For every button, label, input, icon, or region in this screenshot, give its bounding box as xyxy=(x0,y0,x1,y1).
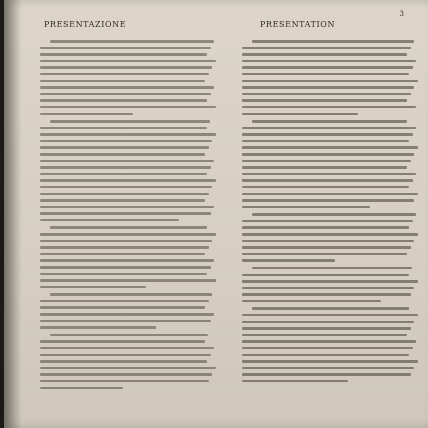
illegible-text-line xyxy=(40,93,211,96)
illegible-text-line xyxy=(242,220,413,223)
illegible-text-line xyxy=(242,53,407,56)
illegible-text-line xyxy=(40,279,216,282)
illegible-text-line xyxy=(40,53,207,56)
illegible-text-line xyxy=(242,373,411,376)
illegible-paragraph xyxy=(40,120,216,221)
illegible-paragraph xyxy=(242,267,418,302)
illegible-text-line xyxy=(242,127,416,130)
illegible-text-line xyxy=(50,226,207,229)
illegible-text-line xyxy=(40,373,212,376)
illegible-text-line xyxy=(40,326,156,329)
illegible-text-line xyxy=(242,199,414,202)
illegible-text-line xyxy=(242,360,418,363)
illegible-text-line xyxy=(40,206,214,209)
illegible-text-line xyxy=(50,40,214,43)
illegible-text-line xyxy=(40,146,209,149)
illegible-text-line xyxy=(40,347,214,350)
illegible-text-line xyxy=(242,80,418,83)
illegible-text-line xyxy=(242,113,358,116)
english-column-heading: PRESENTATION xyxy=(260,20,336,29)
illegible-text-line xyxy=(40,186,212,189)
illegible-text-line xyxy=(40,306,205,309)
italian-text-column xyxy=(40,40,216,422)
illegible-text-line xyxy=(242,274,409,277)
illegible-text-line xyxy=(40,140,212,143)
illegible-text-line xyxy=(242,327,411,330)
illegible-paragraph xyxy=(242,213,418,262)
italian-column-heading: PRESENTAZIONE xyxy=(44,20,127,29)
illegible-text-line xyxy=(242,206,370,209)
illegible-text-line xyxy=(242,146,418,149)
illegible-text-line xyxy=(242,153,414,156)
illegible-text-line xyxy=(40,354,211,357)
illegible-text-line xyxy=(40,233,216,236)
illegible-text-line xyxy=(40,193,209,196)
illegible-text-line xyxy=(242,140,409,143)
illegible-text-line xyxy=(242,253,407,256)
illegible-text-line xyxy=(242,173,416,176)
illegible-text-line xyxy=(242,166,407,169)
illegible-text-line xyxy=(40,179,216,182)
illegible-text-line xyxy=(40,106,216,109)
illegible-text-line xyxy=(242,367,414,370)
illegible-text-line xyxy=(242,160,411,163)
illegible-text-line xyxy=(40,113,133,116)
illegible-text-line xyxy=(40,173,207,176)
illegible-text-line xyxy=(242,93,411,96)
illegible-text-line xyxy=(242,86,414,89)
illegible-text-line xyxy=(242,293,411,296)
illegible-text-line xyxy=(242,287,414,290)
illegible-text-line xyxy=(40,340,205,343)
illegible-text-line xyxy=(40,212,211,215)
illegible-text-line xyxy=(242,73,409,76)
illegible-text-line xyxy=(40,127,207,130)
book-page xyxy=(4,0,428,428)
illegible-text-line xyxy=(242,240,414,243)
illegible-text-line xyxy=(242,99,407,102)
illegible-text-line xyxy=(40,99,207,102)
illegible-paragraph xyxy=(242,307,418,382)
illegible-text-line xyxy=(242,60,416,63)
illegible-text-line xyxy=(242,106,416,109)
illegible-text-line xyxy=(50,334,208,337)
illegible-text-line xyxy=(40,153,205,156)
illegible-text-line xyxy=(242,233,418,236)
illegible-text-line xyxy=(252,40,414,43)
illegible-text-line xyxy=(40,286,146,289)
illegible-text-line xyxy=(242,226,409,229)
illegible-text-line xyxy=(40,133,216,136)
illegible-text-line xyxy=(40,266,211,269)
illegible-paragraph xyxy=(40,40,216,115)
illegible-text-line xyxy=(242,321,414,324)
illegible-text-line xyxy=(40,86,214,89)
illegible-paragraph xyxy=(242,120,418,208)
illegible-text-line xyxy=(242,347,413,350)
illegible-paragraph xyxy=(40,293,216,328)
illegible-text-line xyxy=(242,340,416,343)
illegible-text-line xyxy=(242,380,348,383)
english-text-column xyxy=(242,40,418,422)
illegible-paragraph xyxy=(242,40,418,115)
illegible-text-line xyxy=(40,66,212,69)
illegible-text-line xyxy=(242,354,409,357)
illegible-text-line xyxy=(40,60,216,63)
illegible-text-line xyxy=(40,380,209,383)
illegible-text-line xyxy=(40,313,214,316)
illegible-text-line xyxy=(40,300,209,303)
illegible-text-line xyxy=(242,300,381,303)
illegible-text-line xyxy=(40,387,123,390)
illegible-text-line xyxy=(40,219,179,222)
illegible-text-line xyxy=(40,246,209,249)
illegible-paragraph xyxy=(40,226,216,288)
illegible-text-line xyxy=(40,199,205,202)
illegible-text-line xyxy=(252,120,407,123)
illegible-text-line xyxy=(242,259,335,262)
illegible-text-line xyxy=(40,367,216,370)
illegible-text-line xyxy=(40,273,207,276)
illegible-text-line xyxy=(242,47,411,50)
illegible-text-line xyxy=(242,314,418,317)
illegible-text-line xyxy=(40,320,211,323)
illegible-text-line xyxy=(40,47,211,50)
illegible-text-line xyxy=(242,133,413,136)
illegible-text-line xyxy=(40,73,209,76)
illegible-text-line xyxy=(252,213,416,216)
illegible-text-line xyxy=(242,334,407,337)
illegible-text-line xyxy=(40,259,214,262)
page-gutter-shadow xyxy=(4,0,22,428)
page-number: 3 xyxy=(399,10,404,18)
illegible-text-line xyxy=(242,179,413,182)
illegible-text-line xyxy=(50,120,210,123)
illegible-text-line xyxy=(242,246,411,249)
illegible-text-line xyxy=(242,193,418,196)
illegible-text-line xyxy=(40,253,205,256)
illegible-text-line xyxy=(242,66,413,69)
illegible-text-line xyxy=(40,166,211,169)
illegible-text-line xyxy=(40,160,214,163)
illegible-text-line xyxy=(252,307,409,310)
illegible-paragraph xyxy=(40,334,216,389)
illegible-text-line xyxy=(252,267,412,270)
illegible-text-line xyxy=(40,240,212,243)
illegible-text-line xyxy=(50,293,212,296)
illegible-text-line xyxy=(40,360,207,363)
illegible-text-line xyxy=(242,186,409,189)
illegible-text-line xyxy=(242,280,418,283)
illegible-text-line xyxy=(40,80,205,83)
